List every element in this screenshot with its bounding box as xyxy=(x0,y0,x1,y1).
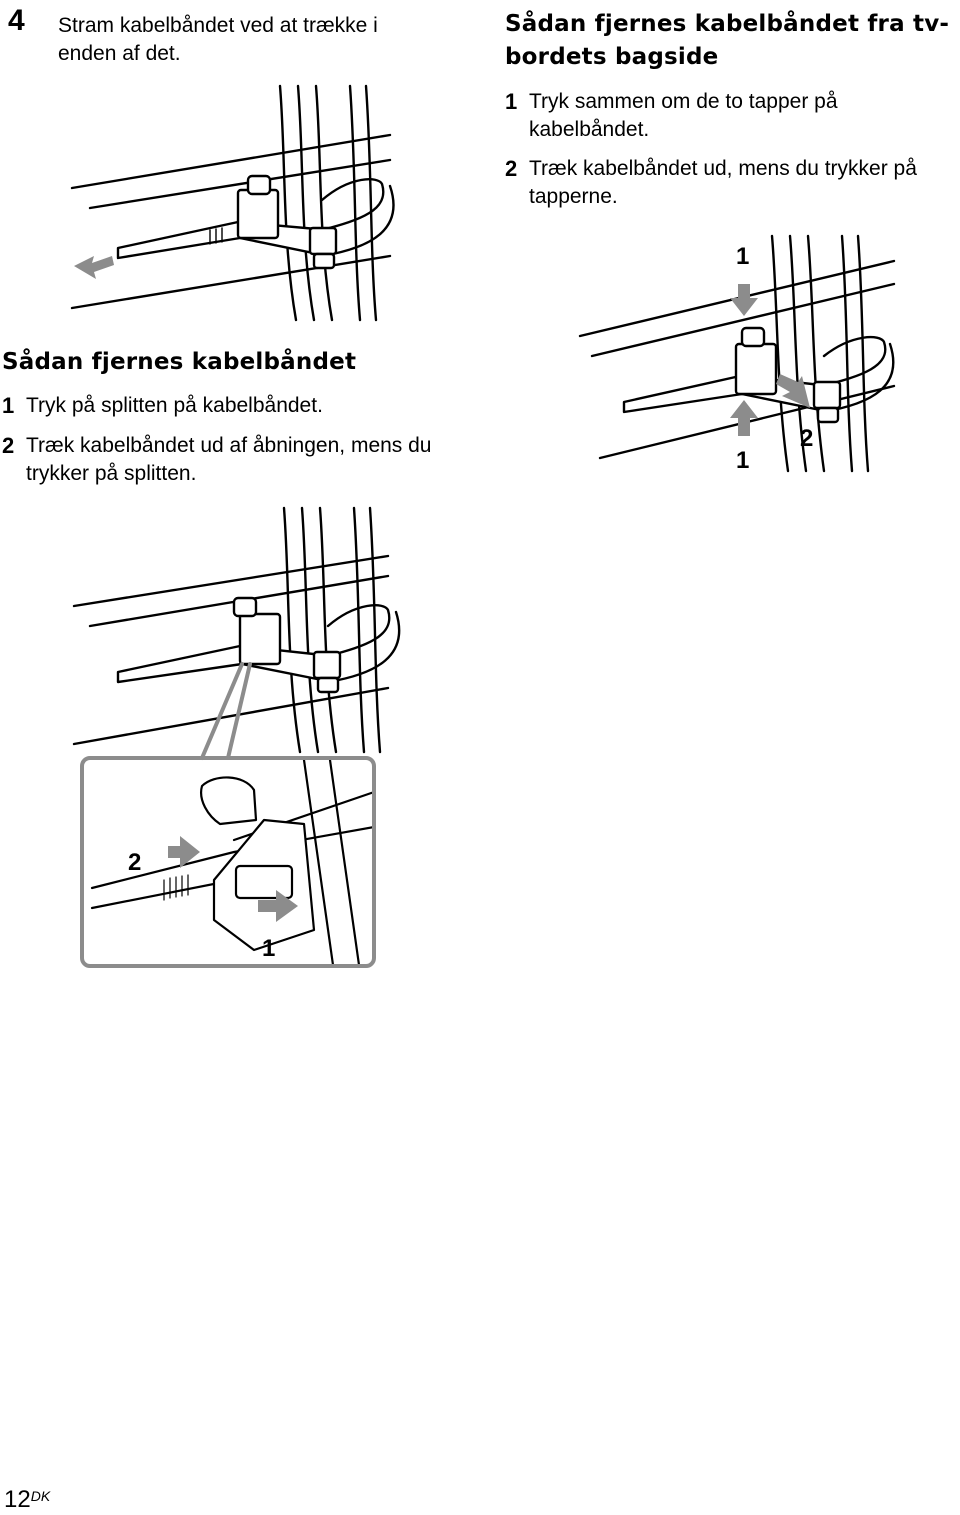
tv-step-2-number: 2 xyxy=(505,156,518,181)
figure-remove-from-table xyxy=(572,236,902,474)
figure-zoom-detail xyxy=(84,760,376,968)
figure-tie-overview xyxy=(70,506,400,756)
fig4-label-left: 2 xyxy=(128,849,142,876)
tv-step-1 xyxy=(505,88,955,144)
fig2-label-bottom: 1 xyxy=(736,447,750,474)
fig2-label-top: 1 xyxy=(736,243,750,270)
tie-step-1-text: Tryk på splitten på kabelbåndet. xyxy=(26,394,323,417)
tv-section-heading: Sådan fjernes kabelbåndet fra tv-bordets bagside xyxy=(505,11,950,70)
language-code: DK xyxy=(30,1488,51,1504)
step-4-number: 4 xyxy=(8,4,25,37)
fig2-label-right: 2 xyxy=(800,425,814,452)
tie-step-1-number: 1 xyxy=(2,393,15,418)
tie-step-2-number: 2 xyxy=(2,433,15,458)
tie-step-2 xyxy=(2,432,462,488)
fig4-label-bottom: 1 xyxy=(262,935,276,962)
tv-step-2-text: Træk kabelbåndet ud, mens du trykker på tapperne. xyxy=(529,157,917,208)
tv-step-2 xyxy=(505,155,955,211)
page-footer xyxy=(4,1488,50,1512)
tie-step-2-text: Træk kabelbåndet ud af åbningen, mens du trykker på splitten. xyxy=(26,434,432,485)
tie-step-1 xyxy=(2,392,462,420)
tie-section-heading: Sådan fjernes kabelbåndet xyxy=(2,349,357,375)
tv-section-steps xyxy=(505,88,955,211)
figure-tighten-tie xyxy=(60,80,400,325)
tv-step-1-text: Tryk sammen om de to tapper på kabelbåndet. xyxy=(529,90,838,141)
step-4-text: Stram kabelbåndet ved at trække i enden af det. xyxy=(58,14,378,65)
tie-section-steps xyxy=(2,392,462,488)
page-number: 12 xyxy=(4,1486,31,1513)
tv-step-1-number: 1 xyxy=(505,89,518,114)
zoom-detail-frame xyxy=(80,756,376,968)
